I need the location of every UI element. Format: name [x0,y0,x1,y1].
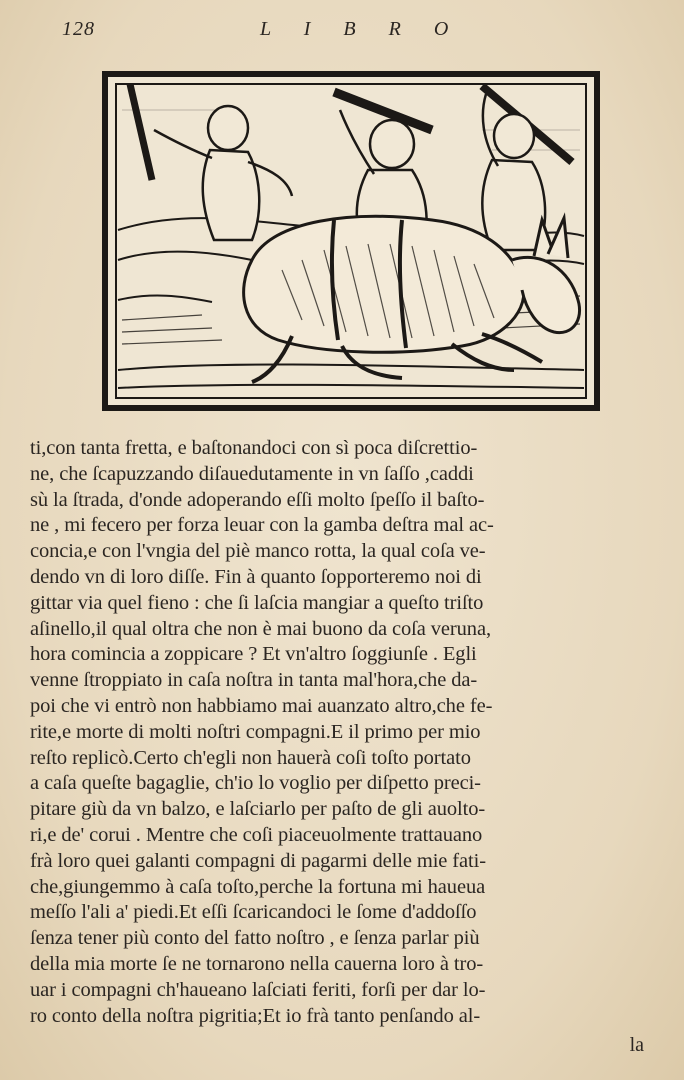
running-title: L I B R O [260,18,463,40]
text-line: ſenza tener più conto del fatto noſtro , e ſenza parlar più [30,927,480,950]
text-line: gittar via quel fieno : che ſi laſcia mangiar a queſto triſto [30,591,484,614]
text-line: pitare giù da vn balzo, e laſciarlo per paſto de gli auolto- [30,798,486,821]
text-line: sù la ſtrada, d'onde adoperando eſſi molto ſpeſſo il baſto- [30,488,485,511]
page-number: 128 [62,18,95,40]
text-line: reſto replicò.Certo ch'egli non hauerà coſi toſto portato [30,746,471,769]
text-line: aſinello,il qual oltra che non è mai buono da coſa veruna, [30,617,491,640]
text-line: concia,e con l'vngia del piè manco rotta, la qual coſa ve- [30,540,486,563]
text-line: ne, che ſcapuzzando diſauedutamente in vn ſaſſo ,caddi [30,462,474,485]
text-line: meſſo l'ali a' piedi.Et eſſi ſcaricandoci le ſome d'addoſſo [30,901,477,924]
text-line: rite,e morte di molti noſtri compagni.E il primo per mio [30,720,481,743]
running-head [62,18,644,46]
text-line: dendo vn di loro diſſe. Fin à quanto ſopporteremo noi di [30,565,482,588]
text-line: ri,e de' corui . Mentre che coſi piaceuolmente trattauano [30,823,483,846]
text-line: venne ſtroppiato in caſa noſtra in tanta mal'hora,che da- [30,669,478,692]
woodcut-donkey-beaten-icon [102,70,600,412]
text-line: hora comincia a zoppicare ? Et vn'altro ſoggiunſe . Egli [30,643,477,666]
text-line: frà loro quei galanti compagni di pagarmi delle mie fati- [30,849,486,872]
catchword: la [629,1034,644,1056]
text-line: ti,con tanta fretta, e baſtonandoci con sì poca diſcrettio- [30,437,478,459]
text-line: ne , mi fecero per forza leuar con la gamba deſtra mal ac- [30,514,494,537]
text-line: uar i compagni ch'haueano laſciati feriti, forſi per dar lo- [30,978,486,1001]
text-line: della mia morte ſe ne tornarono nella cauerna loro à tro- [30,952,484,975]
text-line: ro conto della noſtra pigritia;Et io frà tanto penſando al- [30,1004,481,1027]
text-line: a caſa queſte bagaglie, ch'io lo voglio per diſpetto preci- [30,772,481,795]
text-line: che,giungemmo à caſa toſto,perche la fortuna mi haueua [30,875,486,898]
text-line: poi che vi entrò non habbiamo mai auanzato altro,che fe- [30,694,493,717]
body-text [30,436,676,1029]
